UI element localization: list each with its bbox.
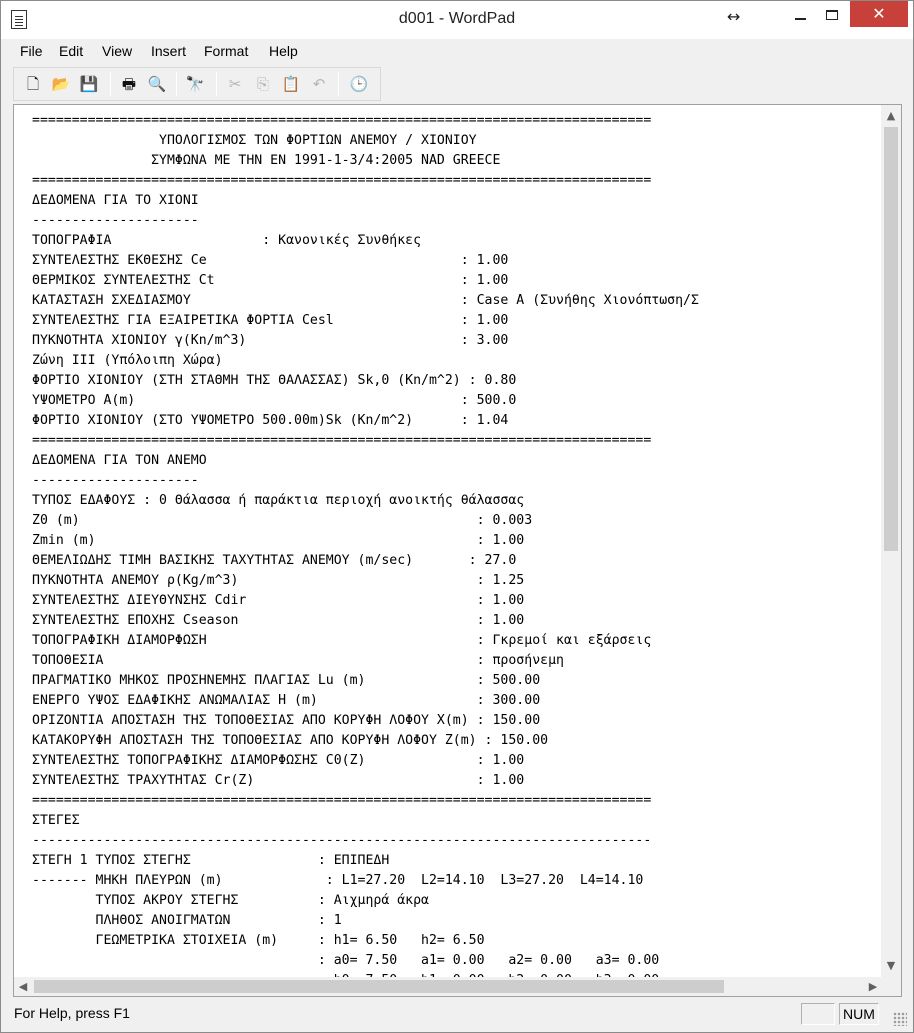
document-line[interactable]: ΣΥΝΤΕΛΕΣΤΗΣ ΓΙΑ ΕΞΑΙΡΕΤΙΚΑ ΦΟΡΤΙΑ Cesl : 1.00 xyxy=(32,313,509,328)
insert-datetime-icon: 🕒 xyxy=(349,75,369,93)
document-line[interactable]: ΘΕΜΕΛΙΩΔΗΣ ΤΙΜΗ ΒΑΣΙΚΗΣ ΤΑΧΥΤΗΤΑΣ ΑΝΕΜΟΥ (m/sec) : 27.0 xyxy=(32,553,517,568)
document-line[interactable]: ΣΥΜΦΩΝΑ ΜΕ ΤΗΝ ΕΝ 1991-1-3/4:2005 NAD GREECE xyxy=(32,153,501,168)
menu-edit[interactable]: Edit xyxy=(59,43,84,59)
menu-view[interactable]: View xyxy=(102,43,133,59)
document-line[interactable]: ΣΥΝΤΕΛΕΣΤΗΣ ΤΟΠΟΓΡΑΦΙΚΗΣ ΔΙΑΜΟΡΦΩΣΗΣ C0(Z) : 1.00 xyxy=(32,753,525,768)
document-line[interactable]: ΤΟΠΟΓΡΑΦΙΚΗ ΔΙΑΜΟΡΦΩΣΗ : Γκρεμοί και εξάρσεις xyxy=(32,633,652,648)
document-line[interactable]: ------- ΜΗΚΗ ΠΛΕΥΡΩΝ (m) : L1=27.20 L2=14.10 L3=27.20 L4=14.10 xyxy=(32,873,644,888)
status-help-text: For Help, press F1 xyxy=(14,1005,130,1021)
menu-help[interactable]: Help xyxy=(269,43,298,59)
horizontal-scrollbar[interactable] xyxy=(14,977,881,996)
toolbar-separator xyxy=(216,72,217,96)
document-area[interactable] xyxy=(13,104,902,997)
document-line[interactable]: ΥΠΟΛΟΓΙΣΜΟΣ ΤΩΝ ΦΟΡΤΙΩΝ ΑΝΕΜΟΥ / ΧΙΟΝΙΟΥ xyxy=(32,133,477,148)
find-button[interactable] xyxy=(183,73,207,95)
document-line[interactable]: ΤΥΠΟΣ ΑΚΡΟΥ ΣΤΕΓΗΣ : Αιχμηρά άκρα xyxy=(32,893,429,908)
window-title: d001 - WordPad xyxy=(398,10,516,27)
resize-grip-icon[interactable] xyxy=(893,1012,907,1026)
cut-button[interactable] xyxy=(223,73,247,95)
document-line[interactable]: ΠΥΚΝΟΤΗΤΑ ΑΝΕΜΟΥ ρ(Kg/m^3) : 1.25 xyxy=(32,573,525,588)
menu-format[interactable]: Format xyxy=(204,43,249,59)
status-bar xyxy=(1,1000,913,1032)
num-lock-indicator: NUM xyxy=(839,1003,879,1025)
title-bar[interactable] xyxy=(1,1,913,39)
scroll-left-arrow-icon[interactable]: ◀ xyxy=(18,980,28,993)
document-line[interactable]: ΣΥΝΤΕΛΕΣΤΗΣ ΤΡΑΧΥΤΗΤΑΣ Cr(Z) : 1.00 xyxy=(32,773,525,788)
new-document-icon: 🗋 xyxy=(26,75,40,93)
save-button[interactable] xyxy=(77,73,101,95)
close-button[interactable] xyxy=(850,1,908,27)
document-line[interactable]: ============================================================================== xyxy=(32,793,652,808)
cut-icon: ✂ xyxy=(228,75,242,93)
document-line[interactable]: ΥΨΟΜΕΤΡΟ A(m) : 500.0 xyxy=(32,393,517,408)
toolbar-separator xyxy=(338,72,339,96)
menu-insert[interactable]: Insert xyxy=(151,43,187,59)
document-line[interactable]: ΓΕΩΜΕΤΡΙΚΑ ΣΤΟΙΧΕΙΑ (m) : h1= 6.50 h2= 6.50 xyxy=(32,933,485,948)
document-line[interactable]: ΠΛΗΘΟΣ ΑΝΟΙΓΜΑΤΩΝ : 1 xyxy=(32,913,342,928)
document-line[interactable]: ΣΥΝΤΕΛΕΣΤΗΣ ΕΚΘΕΣΗΣ Ce : 1.00 xyxy=(32,253,509,268)
maximize-button[interactable] xyxy=(817,1,847,27)
undo-button[interactable] xyxy=(307,73,331,95)
document-line[interactable]: ΟΡΙΖΟΝΤΙΑ ΑΠΟΣΤΑΣΗ ΤΗΣ ΤΟΠΟΘΕΣΙΑΣ ΑΠΟ ΚΟΡΥΦΗ ΛΟΦΟΥ X(m) : 150.00 xyxy=(32,713,541,728)
document-line[interactable]: --------------------- xyxy=(32,473,199,488)
document-line[interactable]: ΔΕΔΟΜΕΝΑ ΓΙΑ ΤΟΝ ΑΝΕΜΟ xyxy=(32,453,207,468)
menu-file[interactable]: File xyxy=(20,43,43,59)
document-line[interactable]: ΦΟΡΤΙΟ ΧΙΟΝΙΟΥ (ΣΤΗ ΣΤΑΘΜΗ ΤΗΣ ΘΑΛΑΣΣΑΣ) Sk,0 (Kn/m^2) : 0.80 xyxy=(32,373,517,388)
resize-arrows-icon: ↔ xyxy=(727,7,741,26)
paste-icon: 📋 xyxy=(281,75,301,93)
document-line[interactable]: ΣΤΕΓΗ 1 ΤΥΠΟΣ ΣΤΕΓΗΣ : ΕΠΙΠΕΔΗ xyxy=(32,853,390,868)
document-line[interactable]: Zmin (m) : 1.00 xyxy=(32,533,525,548)
toolbar-separator xyxy=(176,72,177,96)
save-disk-icon: 💾 xyxy=(79,75,99,93)
toolbar-separator xyxy=(110,72,111,96)
minimize-icon xyxy=(795,18,806,20)
document-line[interactable]: --------------------- xyxy=(32,213,199,228)
document-line[interactable]: ΣΤΕΓΕΣ xyxy=(32,813,80,828)
copy-icon: ⎘ xyxy=(256,75,269,93)
document-line[interactable]: : a0= 7.50 a1= 0.00 a2= 0.00 a3= 0.00 xyxy=(32,953,660,968)
document-line[interactable]: ΕΝΕΡΓΟ ΥΨΟΣ ΕΔΑΦΙΚΗΣ ΑΝΩΜΑΛΙΑΣ H (m) : 300.00 xyxy=(32,693,541,708)
copy-button[interactable] xyxy=(251,73,275,95)
document-line[interactable]: ΣΥΝΤΕΛΕΣΤΗΣ ΔΙΕΥΘΥΝΣΗΣ Cdir : 1.00 xyxy=(32,593,525,608)
toolbar xyxy=(13,67,381,101)
document-line[interactable]: ΚΑΤΑΚΟΡΥΦΗ ΑΠΟΣΤΑΣΗ ΤΗΣ ΤΟΠΟΘΕΣΙΑΣ ΑΠΟ ΚΟΡΥΦΗ ΛΟΦΟΥ Z(m) : 150.00 xyxy=(32,733,549,748)
document-line[interactable]: ΠΥΚΝΟΤΗΤΑ ΧΙΟΝΙΟΥ γ(Kn/m^3) : 3.00 xyxy=(32,333,509,348)
close-icon: ✕ xyxy=(872,4,886,23)
find-binoculars-icon: 🔭 xyxy=(185,75,205,93)
document-line[interactable]: ΘΕΡΜΙΚΟΣ ΣΥΝΤΕΛΕΣΤΗΣ Ct : 1.00 xyxy=(32,273,509,288)
print-preview-icon: 🔍 xyxy=(147,75,167,93)
maximize-icon xyxy=(826,10,838,20)
scrollbar-corner xyxy=(881,977,901,996)
document-line[interactable]: ΣΥΝΤΕΛΕΣΤΗΣ ΕΠΟΧΗΣ Cseason : 1.00 xyxy=(32,613,525,628)
scroll-down-arrow-icon[interactable]: ▼ xyxy=(886,959,896,972)
document-line[interactable]: Ζώνη ΙΙΙ (Υπόλοιπη Χώρα) xyxy=(32,353,223,368)
document-line[interactable]: ΔΕΔΟΜΕΝΑ ΓΙΑ ΤΟ ΧΙΟΝΙ xyxy=(32,193,199,208)
document-line[interactable]: ΤΟΠΟΘΕΣΙΑ : προσήνεμη xyxy=(32,653,564,668)
document-line[interactable]: ΦΟΡΤΙΟ ΧΙΟΝΙΟΥ (ΣΤΟ ΥΨΟΜΕΤΡΟ 500.00m)Sk (Kn/m^2) : 1.04 xyxy=(32,413,509,428)
insert-datetime-button[interactable] xyxy=(347,73,371,95)
open-button[interactable] xyxy=(49,73,73,95)
document-line[interactable]: ΤΟΠΟΓΡΑΦΙΑ : Κανονικές Συνθήκες xyxy=(32,233,422,248)
new-document-button[interactable] xyxy=(21,73,45,95)
document-line[interactable]: ------------------------------------------------------------------------------ xyxy=(32,833,652,848)
print-icon: 🖶 xyxy=(121,75,137,93)
scroll-up-arrow-icon[interactable]: ▲ xyxy=(886,109,896,122)
vertical-scrollbar[interactable] xyxy=(881,105,901,977)
minimize-button[interactable] xyxy=(785,1,815,27)
document-line[interactable]: ============================================================================== xyxy=(32,113,652,128)
horizontal-scroll-thumb[interactable] xyxy=(34,980,724,993)
print-preview-button[interactable] xyxy=(145,73,169,95)
vertical-scroll-thumb[interactable] xyxy=(884,127,898,551)
status-panel-empty xyxy=(801,1003,835,1025)
print-button[interactable] xyxy=(117,73,141,95)
undo-icon: ↶ xyxy=(312,75,326,93)
document-line[interactable]: ΠΡΑΓΜΑΤΙΚΟ ΜΗΚΟΣ ΠΡΟΣΗΝΕΜΗΣ ΠΛΑΓΙΑΣ Lu (m) : 500.00 xyxy=(32,673,541,688)
paste-button[interactable] xyxy=(279,73,303,95)
document-line[interactable]: ============================================================================== xyxy=(32,433,652,448)
document-line[interactable]: ============================================================================== xyxy=(32,173,652,188)
document-line[interactable]: ΚΑΤΑΣΤΑΣΗ ΣΧΕΔΙΑΣΜΟΥ : Case A (Συνήθης Χιονόπτωση/Σ xyxy=(32,293,699,308)
document-line[interactable]: Z0 (m) : 0.003 xyxy=(32,513,533,528)
document-text[interactable] xyxy=(32,111,882,977)
document-line[interactable]: ΤΥΠΟΣ ΕΔΑΦΟΥΣ : 0 Θάλασσα ή παράκτια περιοχή ανοικτής θάλασσας xyxy=(32,493,525,508)
open-folder-icon: 📂 xyxy=(51,75,71,93)
scroll-right-arrow-icon[interactable]: ▶ xyxy=(868,980,878,993)
menu-bar xyxy=(1,39,913,64)
